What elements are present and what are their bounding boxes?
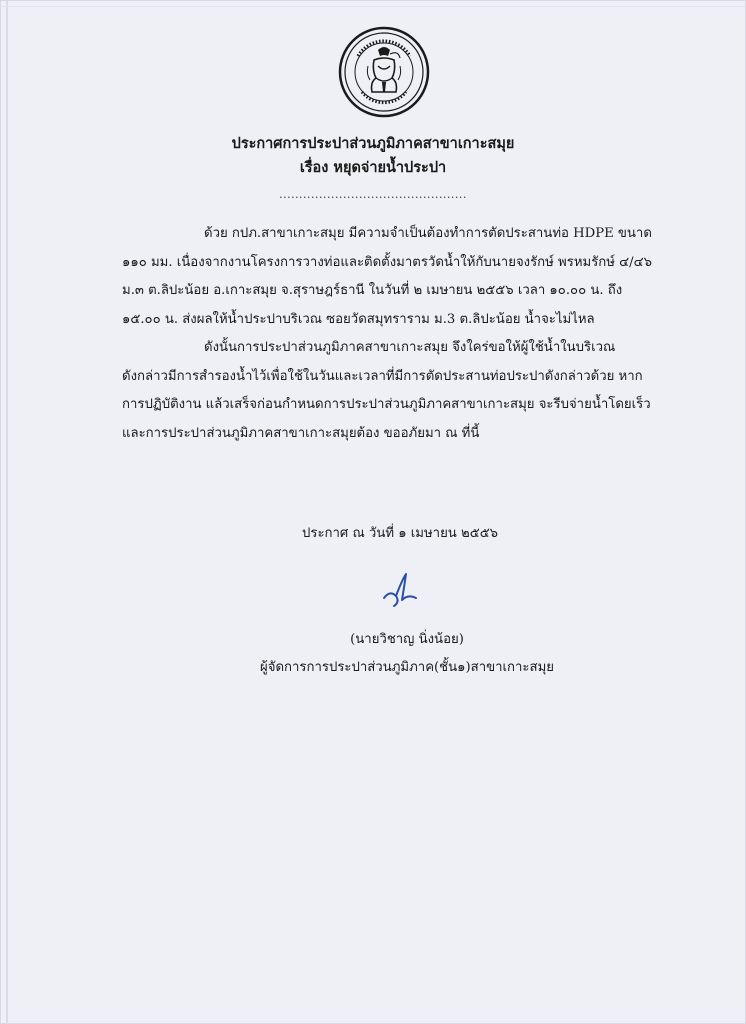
paragraph-2-cont — [122, 363, 662, 449]
paragraph-2 — [122, 334, 662, 363]
signer-name-block — [0, 628, 746, 652]
paragraph-2-line-1: ดังนั้นการประปาส่วนภูมิภาคสาขาเกาะสมุย จึงใคร่ขอให้ผู้ใช้น้ำในบริเวณ — [204, 340, 616, 355]
signer-name: (นายวิชาญ นิ่งน้อย) — [350, 632, 464, 647]
signer-title: ผู้จัดการการประปาส่วนภูมิภาค(ชั้น๑)สาขาเกาะสมุย — [259, 660, 554, 675]
paragraph-2-line-2: ดังกล่าวมีการสำรองน้ำไว้เพื่อใช้ในวันและเวลาที่มีการตัดประสานท่อประปาดังกล่าวด้วย หาก — [122, 368, 643, 384]
paragraph-1-line-3: ม.๓ ต.ลิปะน้อย อ.เกาะสมุย จ.สุราษฎร์ธานี ในวันที่ ๒ เมษายน ๒๕๕๖ เวลา ๑๐.๐๐ น. ถึง — [122, 283, 623, 298]
document-body — [122, 220, 662, 448]
header-title: ประกาศการประปาส่วนภูมิภาคสาขาเกาะสมุย — [231, 135, 515, 152]
document-header — [0, 132, 746, 180]
announce-date: ประกาศ ณ วันที่ ๑ เมษายน ๒๕๕๖ — [302, 526, 499, 541]
paragraph-2-line-4: และการประปาส่วนภูมิภาคสาขาเกาะสมุยต้อง ขออภัยมา ณ ที่นี้ — [122, 425, 480, 441]
paragraph-1-cont — [122, 249, 662, 335]
paragraph-1-line-2: ๑๑๐ มม. เนื่องจากงานโครงการวางท่อและติดตั้งมาตรวัดน้ำให้กับนายจงรักษ์ พรหมรักษ์ ๔/๔๖ — [122, 254, 652, 270]
paragraph-2-line-3: การปฏิบัติงาน แล้วเสร็จก่อนกำหนดการประปาส่วนภูมิภาคสาขาเกาะสมุย จะรีบจ่ายน้ำโดยเร็ว — [122, 397, 651, 412]
pwa-seal-icon — [338, 26, 430, 118]
signature-icon — [376, 568, 426, 612]
paragraph-1-line-4: ๑๕.๐๐ น. ส่งผลให้น้ำประปาบริเวณ ซอยวัดสมุทราราม ม.3 ต.ลิปะน้อย น้ำจะไม่ไหล — [122, 311, 595, 327]
header-separator: ............................................... — [279, 188, 467, 201]
paragraph-1 — [122, 220, 662, 249]
paragraph-1-line-1: ด้วย กปภ.สาขาเกาะสมุย มีความจำเป็นต้องทำการตัดประสานท่อ HDPE ขนาด — [204, 226, 652, 241]
signer-title-block — [0, 656, 746, 680]
scan-edge-top — [0, 6, 746, 7]
header-subject: เรื่อง หยุดจ่ายน้ำประปา — [299, 159, 447, 176]
